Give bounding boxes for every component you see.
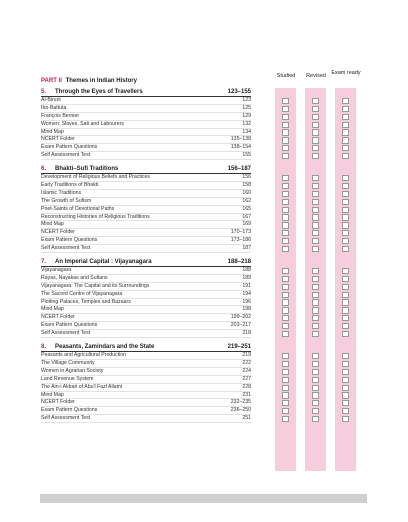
topic-title: Rayas, Nayakas and Sultans [41, 274, 108, 281]
exam-ready-checkbox[interactable] [342, 175, 349, 181]
studied-checkbox[interactable] [282, 98, 289, 104]
studied-checkbox[interactable] [282, 408, 289, 414]
chapter-heading [41, 258, 251, 267]
topic-row [41, 407, 251, 415]
topic-pages: 138–154 [230, 144, 251, 151]
chapter-heading [41, 343, 251, 352]
revised-checkbox[interactable] [312, 98, 319, 104]
studied-checkbox[interactable] [282, 331, 289, 337]
exam-ready-checkbox[interactable] [342, 222, 349, 228]
exam-ready-checkbox[interactable] [342, 230, 349, 236]
studied-checkbox[interactable] [282, 238, 289, 244]
topic-title: François Bernier [41, 112, 80, 119]
topic-row [41, 245, 251, 253]
exam-ready-checkbox[interactable] [342, 377, 349, 383]
part-title: Themes in Indian History [65, 78, 137, 84]
chapter-title: Through the Eyes of Travellers [55, 89, 143, 95]
chapter-title: An Imperial Capital : Vijayanagara [55, 259, 152, 266]
chapter-pages: 219–251 [227, 344, 251, 351]
exam-ready-checkbox[interactable] [342, 137, 349, 143]
exam-ready-checkbox[interactable] [342, 98, 349, 104]
table-of-contents [41, 88, 251, 428]
revised-checkbox[interactable] [312, 400, 319, 406]
revised-checkbox[interactable] [312, 276, 319, 282]
topic-row [41, 384, 251, 392]
revised-checkbox[interactable] [312, 416, 319, 422]
topic-pages: 125 [242, 104, 251, 111]
revised-checkbox[interactable] [312, 307, 319, 313]
revised-checkbox[interactable] [312, 145, 319, 151]
topic-title: The Growth of Sufism [41, 197, 92, 204]
topic-pages: 219 [242, 352, 251, 359]
revised-checkbox[interactable] [312, 153, 319, 159]
topic-pages: 199–202 [230, 314, 251, 321]
topic-row [41, 152, 251, 160]
studied-checkbox[interactable] [282, 129, 289, 135]
column-header-studied: Studied [276, 73, 296, 79]
studied-checkbox[interactable] [282, 246, 289, 252]
chapter [41, 258, 251, 338]
revised-checkbox[interactable] [312, 230, 319, 236]
topic-row [41, 291, 251, 299]
topic-row [41, 221, 251, 229]
topic-title: Women: Slaves, Sati and Labourers [41, 120, 124, 127]
chapter-pages: 156–187 [227, 166, 251, 173]
studied-checkbox[interactable] [282, 377, 289, 383]
studied-checkbox[interactable] [282, 299, 289, 305]
exam-ready-checkbox[interactable] [342, 199, 349, 205]
topic-row [41, 198, 251, 206]
revised-checkbox[interactable] [312, 207, 319, 213]
revised-checkbox[interactable] [312, 369, 319, 375]
studied-checkbox[interactable] [282, 175, 289, 181]
exam-ready-checkbox[interactable] [342, 385, 349, 391]
topic-row [41, 415, 251, 423]
exam-ready-checkbox[interactable] [342, 392, 349, 398]
revised-checkbox[interactable] [312, 199, 319, 205]
studied-checkbox[interactable] [282, 137, 289, 143]
chapter-number: 6. [41, 166, 47, 173]
topic-pages: 165 [242, 205, 251, 212]
topic-row [41, 275, 251, 283]
topic-pages: 191 [242, 282, 251, 289]
exam-ready-checkbox[interactable] [342, 153, 349, 159]
topic-pages: 189 [242, 274, 251, 281]
topic-pages: 188 [242, 267, 251, 274]
revised-checkbox[interactable] [312, 361, 319, 367]
revised-checkbox[interactable] [312, 292, 319, 298]
topic-title: Land Revenue System [41, 375, 94, 382]
topic-row [41, 299, 251, 307]
topic-row [41, 129, 251, 137]
topic-title: Exam Pattern Questions [41, 322, 98, 329]
revised-checkbox[interactable] [312, 129, 319, 135]
topic-row [41, 144, 251, 152]
topic-title: Mind Map [41, 391, 64, 398]
topic-title: Self Assessment Test [41, 245, 91, 252]
exam-ready-checkbox[interactable] [342, 191, 349, 197]
topic-row [41, 214, 251, 222]
studied-checkbox[interactable] [282, 392, 289, 398]
topic-title: Women in Agrarian Society [41, 367, 104, 374]
studied-checkbox[interactable] [282, 153, 289, 159]
topic-title: Self Assessment Test [41, 330, 91, 337]
exam-ready-checkbox[interactable] [342, 284, 349, 290]
topic-title: Reconstructing Histories of Religious Traditions [41, 213, 150, 220]
topic-pages: 251 [242, 415, 251, 422]
topic-row [41, 136, 251, 144]
revised-checkbox[interactable] [312, 106, 319, 112]
revised-checkbox[interactable] [312, 191, 319, 197]
topic-pages: 227 [242, 375, 251, 382]
topic-title: Mind Map [41, 306, 64, 313]
exam-ready-checkbox[interactable] [342, 292, 349, 298]
revised-checkbox[interactable] [312, 284, 319, 290]
exam-ready-checkbox[interactable] [342, 268, 349, 274]
topic-pages: 169 [242, 221, 251, 228]
exam-ready-checkbox[interactable] [342, 246, 349, 252]
topic-row [41, 229, 251, 237]
exam-ready-checkbox[interactable] [342, 299, 349, 305]
topic-title: Development of Religious Beliefs and Practices [41, 174, 150, 181]
exam-ready-checkbox[interactable] [342, 408, 349, 414]
topic-title: The Sacred Centre of Vijayanagara [41, 290, 123, 297]
studied-checkbox[interactable] [282, 230, 289, 236]
exam-ready-checkbox[interactable] [342, 207, 349, 213]
revised-checkbox[interactable] [312, 246, 319, 252]
chapter [41, 88, 251, 160]
studied-checkbox[interactable] [282, 292, 289, 298]
exam-ready-checkbox[interactable] [342, 276, 349, 282]
revised-checkbox[interactable] [312, 183, 319, 189]
topic-row [41, 174, 251, 182]
topic-title: Al-Biruni [41, 97, 61, 103]
topic-title: Plotting Palaces, Temples and Bazaars [41, 298, 131, 305]
exam-ready-checkbox[interactable] [342, 145, 349, 151]
revised-checkbox[interactable] [312, 353, 319, 359]
topic-pages: 222 [242, 359, 251, 366]
exam-ready-checkbox[interactable] [342, 214, 349, 220]
topic-pages: 167 [242, 213, 251, 220]
topic-row [41, 97, 251, 105]
studied-checkbox[interactable] [282, 353, 289, 359]
revised-checkbox[interactable] [312, 331, 319, 337]
revised-checkbox[interactable] [312, 392, 319, 398]
studied-checkbox[interactable] [282, 416, 289, 422]
chapter-number: 7. [41, 259, 47, 266]
topic-pages: 123 [242, 97, 251, 103]
exam-ready-checkbox[interactable] [342, 122, 349, 128]
topic-title: NCERT Folder [41, 399, 75, 406]
studied-checkbox[interactable] [282, 114, 289, 120]
topic-title: Ibn-Battuta [41, 104, 67, 111]
topic-title: Exam Pattern Questions [41, 144, 98, 151]
topic-row [41, 237, 251, 245]
revised-checkbox[interactable] [312, 315, 319, 321]
revised-checkbox[interactable] [312, 385, 319, 391]
topic-title: NCERT Folder [41, 136, 75, 143]
topic-row [41, 206, 251, 214]
topic-title: Self Assessment Test [41, 152, 91, 159]
topic-row [41, 330, 251, 338]
studied-checkbox[interactable] [282, 400, 289, 406]
topic-pages: 224 [242, 367, 251, 374]
exam-ready-checkbox[interactable] [342, 106, 349, 112]
topic-row [41, 267, 251, 275]
topic-pages: 194 [242, 290, 251, 297]
topic-pages: 232–235 [230, 399, 251, 406]
studied-checkbox[interactable] [282, 145, 289, 151]
exam-ready-checkbox[interactable] [342, 114, 349, 120]
topic-pages: 173–186 [230, 237, 251, 244]
topic-row [41, 352, 251, 360]
topic-pages: 187 [242, 245, 251, 252]
topic-title: Peasants and Agricultural Production [41, 352, 127, 359]
topic-row [41, 368, 251, 376]
revised-checkbox[interactable] [312, 214, 319, 220]
revised-checkbox[interactable] [312, 238, 319, 244]
revised-checkbox[interactable] [312, 377, 319, 383]
chapter-pages: 188–218 [227, 259, 251, 266]
topic-pages: 158 [242, 182, 251, 189]
chapter-number: 8. [41, 344, 47, 351]
exam-ready-checkbox[interactable] [342, 315, 349, 321]
topic-pages: 160 [242, 189, 251, 196]
topic-title: Exam Pattern Questions [41, 237, 98, 244]
revised-checkbox[interactable] [312, 408, 319, 414]
topic-title: Vijayanagara [41, 267, 72, 274]
studied-checkbox[interactable] [282, 385, 289, 391]
studied-checkbox[interactable] [282, 307, 289, 313]
topic-pages: 236–250 [230, 407, 251, 414]
topic-title: Early Traditions of Bhakti [41, 182, 99, 189]
topic-row [41, 121, 251, 129]
topic-title: Self Assessment Test [41, 415, 91, 422]
topic-title: Mind Map [41, 221, 64, 228]
topic-row [41, 322, 251, 330]
exam-ready-checkbox[interactable] [342, 353, 349, 359]
topic-title: Mind Map [41, 128, 64, 135]
topic-title: Exam Pattern Questions [41, 407, 98, 414]
topic-pages: 198 [242, 306, 251, 313]
exam-ready-checkbox[interactable] [342, 369, 349, 375]
topic-row [41, 182, 251, 190]
studied-checkbox[interactable] [282, 207, 289, 213]
studied-checkbox[interactable] [282, 214, 289, 220]
chapter-heading [41, 165, 251, 174]
topic-pages: 170–173 [230, 229, 251, 236]
chapter-title: Bhakti–Sufi Traditions [55, 166, 119, 173]
studied-checkbox[interactable] [282, 199, 289, 205]
studied-checkbox[interactable] [282, 106, 289, 112]
topic-pages: 162 [242, 197, 251, 204]
chapter-number: 5. [41, 89, 47, 95]
topic-pages: 218 [242, 330, 251, 337]
studied-checkbox[interactable] [282, 323, 289, 329]
studied-checkbox[interactable] [282, 276, 289, 282]
exam-ready-checkbox[interactable] [342, 129, 349, 135]
topic-title: The Village Community [41, 359, 95, 366]
topic-pages: 129 [242, 112, 251, 119]
revised-checkbox[interactable] [312, 114, 319, 120]
exam-ready-checkbox[interactable] [342, 323, 349, 329]
topic-title: Poet-Saints of Devotional Paths [41, 205, 115, 212]
studied-checkbox[interactable] [282, 284, 289, 290]
topic-pages: 231 [242, 391, 251, 398]
topic-row [41, 360, 251, 368]
exam-ready-checkbox[interactable] [342, 416, 349, 422]
revised-checkbox[interactable] [312, 175, 319, 181]
revised-checkbox[interactable] [312, 137, 319, 143]
chapter [41, 343, 251, 423]
topic-title: NCERT Folder [41, 229, 75, 236]
column-header-revised: Revised [306, 73, 326, 79]
studied-checkbox[interactable] [282, 183, 289, 189]
topic-row [41, 392, 251, 400]
studied-checkbox[interactable] [282, 222, 289, 228]
topic-pages: 132 [242, 120, 251, 127]
chapter-pages: 123–155 [227, 89, 251, 95]
exam-ready-checkbox[interactable] [342, 238, 349, 244]
chapter-title: Peasants, Zamindars and the State [55, 344, 155, 351]
exam-ready-checkbox[interactable] [342, 400, 349, 406]
studied-checkbox[interactable] [282, 361, 289, 367]
studied-checkbox[interactable] [282, 191, 289, 197]
topic-row [41, 306, 251, 314]
exam-ready-checkbox[interactable] [342, 183, 349, 189]
topic-title: The Ain-i Akbari of Abu'l Fazl Allami [41, 383, 123, 390]
topic-row [41, 283, 251, 291]
exam-ready-checkbox[interactable] [342, 361, 349, 367]
studied-checkbox[interactable] [282, 369, 289, 375]
topic-row [41, 105, 251, 113]
topic-row [41, 399, 251, 407]
topic-title: NCERT Folder [41, 314, 75, 321]
topic-title: Islamic Traditions [41, 189, 82, 196]
revised-checkbox[interactable] [312, 222, 319, 228]
revised-checkbox[interactable] [312, 268, 319, 274]
studied-checkbox[interactable] [282, 122, 289, 128]
revised-checkbox[interactable] [312, 323, 319, 329]
part-tag: PART II [41, 78, 62, 84]
studied-checkbox[interactable] [282, 315, 289, 321]
topic-row [41, 113, 251, 121]
topic-pages: 196 [242, 298, 251, 305]
revised-checkbox[interactable] [312, 122, 319, 128]
topic-row [41, 376, 251, 384]
topic-title: Vijayanagara: The Capital and its Surroundings [41, 282, 150, 289]
topic-row [41, 190, 251, 198]
revised-checkbox[interactable] [312, 299, 319, 305]
column-header-exam-ready: Exam ready [331, 70, 361, 76]
topic-pages: 155 [242, 152, 251, 159]
topic-pages: 228 [242, 383, 251, 390]
topic-row [41, 314, 251, 322]
topic-pages: 135–138 [230, 136, 251, 143]
topic-pages: 156 [242, 174, 251, 181]
topic-pages: 203–217 [230, 322, 251, 329]
studied-checkbox[interactable] [282, 268, 289, 274]
exam-ready-checkbox[interactable] [342, 331, 349, 337]
chapter [41, 165, 251, 253]
chapter-heading [41, 88, 251, 97]
part-header [41, 76, 271, 86]
exam-ready-checkbox[interactable] [342, 307, 349, 313]
topic-pages: 134 [242, 128, 251, 135]
footer-bar [40, 494, 367, 503]
